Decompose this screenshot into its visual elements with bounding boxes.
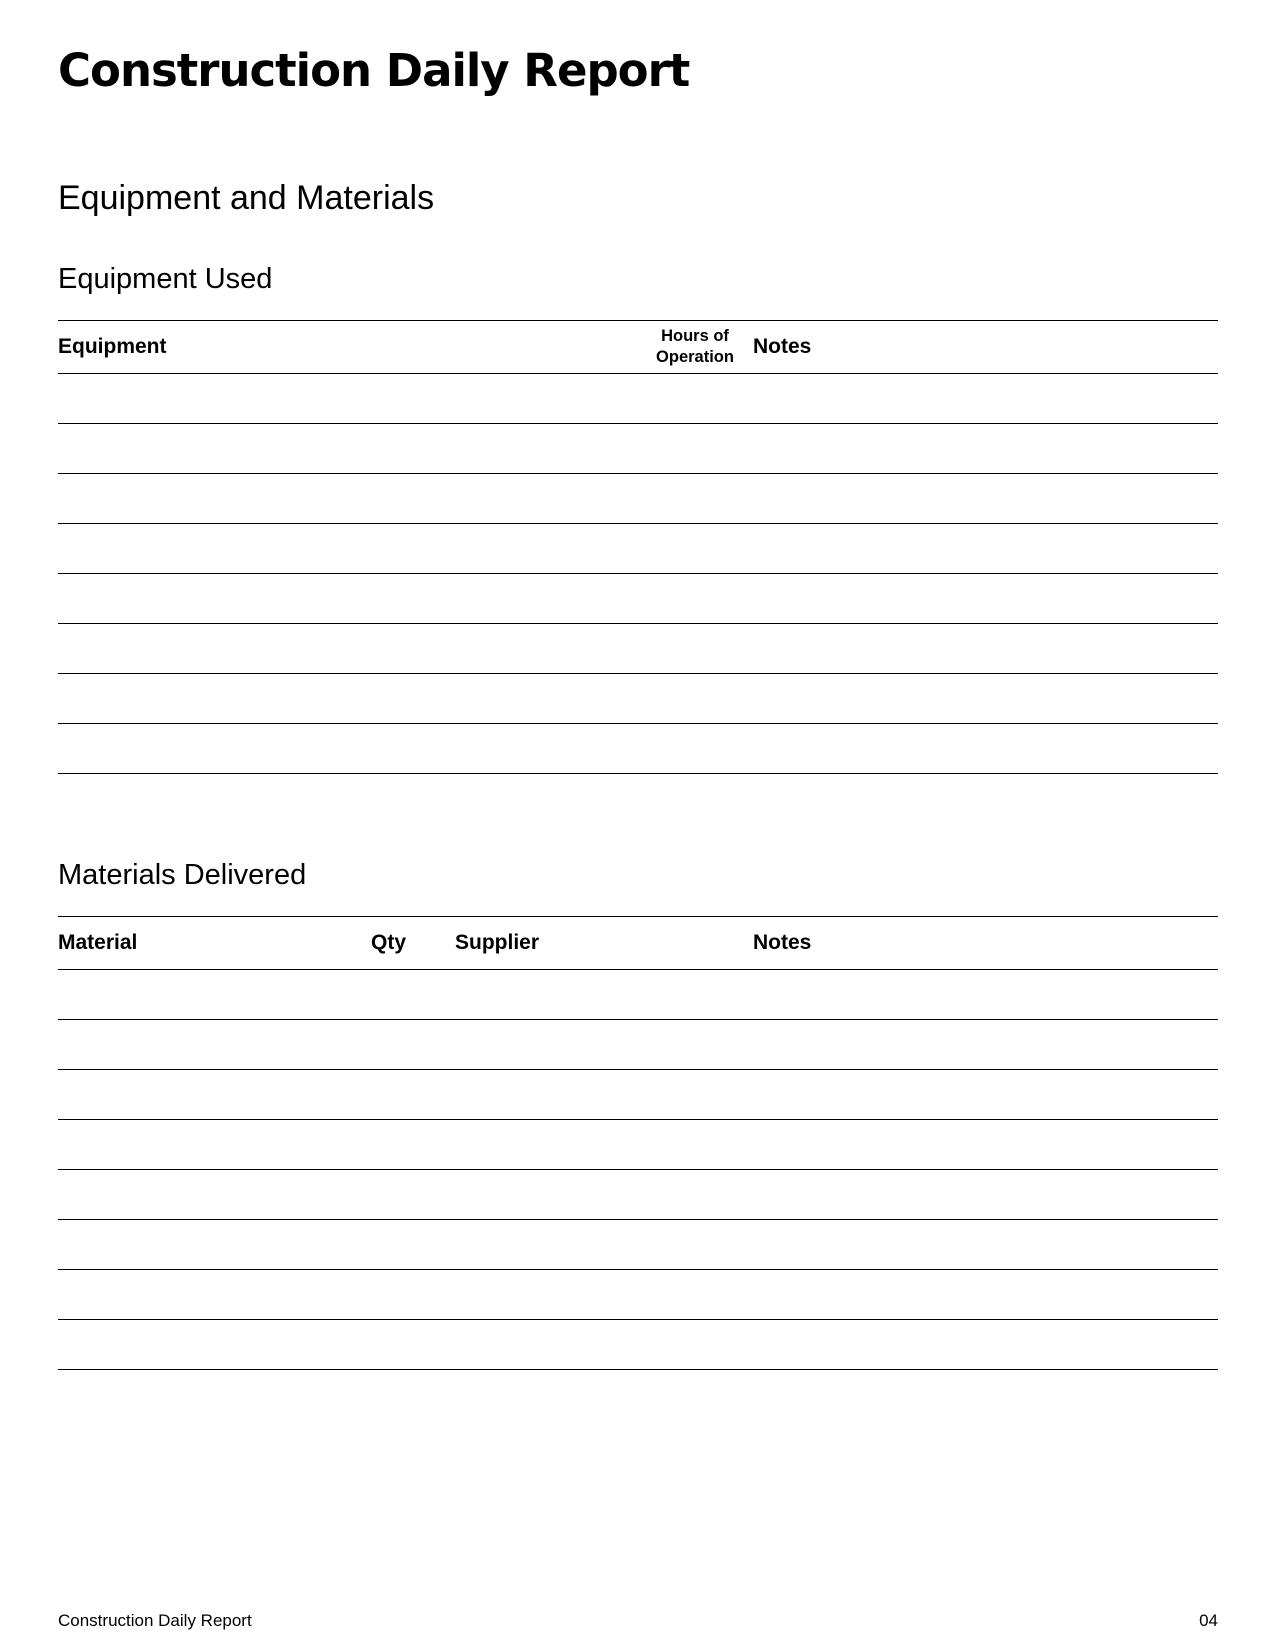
- equipment-table-header: [58, 320, 1218, 374]
- equipment-table-title: Equipment Used: [58, 263, 273, 295]
- column-header-hours-line1: Hours of: [661, 327, 729, 346]
- materials-table-row[interactable]: [58, 1320, 1218, 1370]
- materials-table-body: [58, 970, 1218, 1370]
- section-title: Equipment and Materials: [58, 179, 435, 217]
- equipment-table: [58, 320, 1218, 774]
- column-header-equipment: Equipment: [58, 335, 167, 358]
- materials-table-row[interactable]: [58, 1020, 1218, 1070]
- footer-label: Construction Daily Report: [58, 1611, 252, 1630]
- materials-table-row[interactable]: [58, 1270, 1218, 1320]
- equipment-table-row[interactable]: [58, 724, 1218, 774]
- page-number: 04: [1199, 1611, 1218, 1630]
- column-header-qty: Qty: [371, 931, 407, 954]
- materials-table-row[interactable]: [58, 1120, 1218, 1170]
- document-title: Construction Daily Report: [58, 44, 690, 97]
- equipment-table-row[interactable]: [58, 624, 1218, 674]
- equipment-table-row[interactable]: [58, 474, 1218, 524]
- column-header-supplier: Supplier: [455, 931, 540, 954]
- materials-table-row[interactable]: [58, 1070, 1218, 1120]
- equipment-table-row[interactable]: [58, 574, 1218, 624]
- materials-table-row[interactable]: [58, 1170, 1218, 1220]
- equipment-table-row[interactable]: [58, 374, 1218, 424]
- equipment-table-row[interactable]: [58, 674, 1218, 724]
- materials-table-title: Materials Delivered: [58, 859, 307, 891]
- materials-table-row[interactable]: [58, 1220, 1218, 1270]
- equipment-table-row[interactable]: [58, 524, 1218, 574]
- column-header-hours-line2: Operation: [656, 348, 734, 366]
- materials-table-row[interactable]: [58, 970, 1218, 1020]
- column-header-material: Material: [58, 931, 138, 954]
- equipment-table-body: [58, 374, 1218, 774]
- column-header-notes: Notes: [753, 931, 812, 954]
- column-header-notes: Notes: [753, 335, 812, 358]
- materials-table-header: [58, 916, 1218, 970]
- column-header-hours-of-operation: [641, 321, 749, 373]
- materials-table: [58, 916, 1218, 1370]
- equipment-table-row[interactable]: [58, 424, 1218, 474]
